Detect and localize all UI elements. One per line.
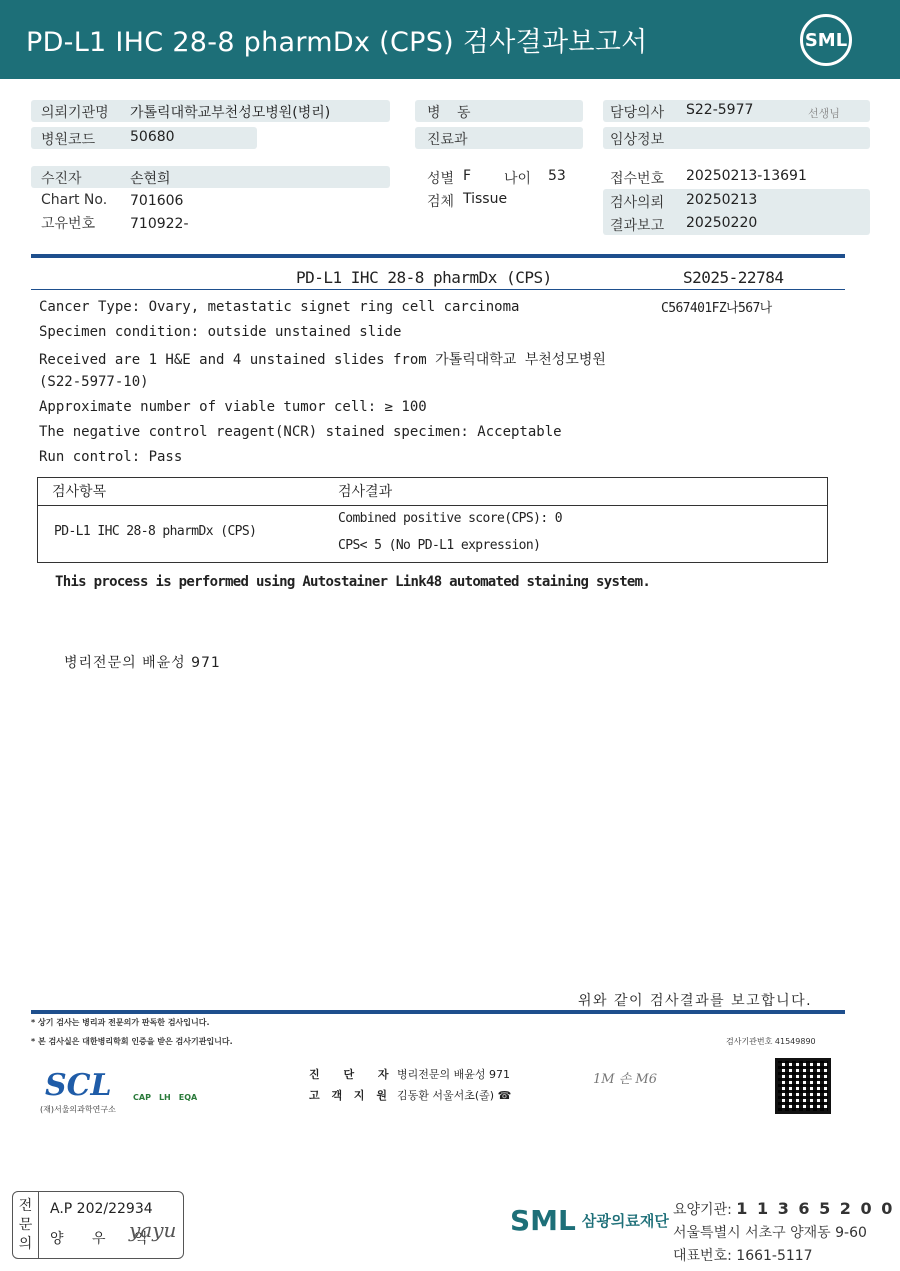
id-label: 고유번호 (41, 216, 96, 232)
pathologist-line: 병리전문의 배윤성 971 (64, 655, 221, 671)
report-line-run-control: Run control: Pass (39, 449, 183, 465)
stamp-side-label (13, 1192, 39, 1258)
receipt-label: 접수번호 (610, 171, 665, 187)
report-code: C567401FZ나567나 (661, 301, 772, 316)
result-table-header-item: 검사항목 (52, 484, 107, 500)
receipt-value: 20250213-13691 (686, 168, 807, 184)
result-table-item: PD-L1 IHC 28-8 pharmDx (CPS) (54, 524, 257, 539)
clinical-label: 임상정보 (610, 132, 665, 148)
staff-customer-value: 김동환 서울서초(졸) ☎ (397, 1089, 512, 1102)
sex-value: F (463, 168, 472, 184)
stamp-side-char-1: 전 (18, 1197, 33, 1214)
closing-statement: 위와 같이 검사결과를 보고합니다. (578, 993, 813, 1009)
chart-label: Chart No. (41, 192, 108, 208)
sml-footer-mark: SML (510, 1204, 576, 1237)
staff-customer (309, 1087, 511, 1103)
report-line-received: Received are 1 H&E and 4 unstained slides from 가톨릭대학교 부천성모병원 (39, 352, 606, 368)
qr-code-icon (775, 1058, 831, 1114)
stamp-side-char-2: 문 (18, 1216, 33, 1233)
process-statement: This process is performed using Autostainer Link48 automated staining system. (55, 574, 651, 590)
cap-logo: CAP (133, 1093, 151, 1102)
report-date-value: 20250220 (686, 215, 758, 231)
stamp-ap-number: A.P 202/22934 (50, 1201, 153, 1217)
ward-label: 병 동 (427, 105, 477, 121)
doctor-value: S22-5977 (686, 102, 754, 118)
specimen-value: Tissue (463, 191, 508, 207)
patient-value: 손현희 (130, 171, 171, 187)
report-top-rule (31, 254, 845, 258)
institution-value: 가톨릭대학교부천성모병원(병리) (130, 105, 331, 121)
hospital-code-label: 병원코드 (41, 132, 96, 148)
report-line-slide-id: (S22-5977-10) (39, 374, 149, 390)
result-table-header-result: 검사결과 (338, 484, 393, 500)
eqa-logo: EQA (178, 1093, 198, 1102)
phone-label: 대표번호: (673, 1248, 732, 1264)
result-table (37, 477, 828, 563)
report-line-tumor-cell: Approximate number of viable tumor cell: ≥ 100 (39, 399, 427, 415)
staff-diagnosis-value: 병리전문의 배윤성 971 (397, 1068, 510, 1081)
report-line-specimen-condition: Specimen condition: outside unstained slide (39, 324, 402, 340)
page-title: PD-L1 IHC 28-8 pharmDx (CPS) 검사결과보고서 (26, 27, 648, 58)
staff-diagnosis-label: 진 단 자 (309, 1068, 399, 1081)
result-table-divider (38, 505, 827, 506)
report-title: PD-L1 IHC 28-8 pharmDx (CPS) (296, 268, 552, 287)
address: 서울특별시 서초구 양재동 9-60 (673, 1225, 867, 1241)
footer-note-2: * 본 검사실은 대한병리학회 인증을 받은 검사기관입니다. (31, 1037, 233, 1046)
request-label: 검사의뢰 (610, 195, 665, 211)
stamp-name: 양 우 익 (50, 1231, 160, 1247)
accreditation-logos (133, 1093, 197, 1102)
institution-label: 의뢰기관명 (41, 105, 109, 121)
specimen-label: 검체 (427, 194, 455, 210)
patient-box (31, 166, 390, 188)
id-value: 710922- (130, 216, 189, 232)
patient-label: 수진자 (41, 171, 82, 187)
chart-value: 701606 (130, 193, 184, 209)
report-line-cancer-type: Cancer Type: Ovary, metastatic signet ring cell carcinoma (39, 299, 520, 315)
hospital-code-value: 50680 (130, 129, 175, 145)
footer-rule (31, 1010, 845, 1014)
department-label: 진료과 (427, 132, 468, 148)
request-value: 20250213 (686, 192, 758, 208)
footer-note-1: * 상기 검사는 병리과 전문의가 판독한 검사입니다. (31, 1018, 210, 1027)
report-date-label: 결과보고 (610, 218, 665, 234)
doctor-label: 담당의사 (610, 105, 665, 121)
scl-name: (재)서울의과학연구소 (40, 1105, 116, 1114)
stamp-side-char-3: 의 (18, 1235, 33, 1252)
institution-number: 1 1 3 6 5 2 0 0 (736, 1199, 895, 1218)
age-value: 53 (548, 168, 566, 184)
staff-customer-label: 고 객 지 원 (309, 1089, 391, 1102)
age-label: 나이 (504, 171, 532, 187)
phone-number: 1661-5117 (736, 1248, 813, 1264)
staff-diagnosis (309, 1066, 510, 1082)
doctor-suffix: 선생님 (808, 107, 840, 120)
scl-logo: SCL (45, 1068, 112, 1103)
stamp-signature: yayu (129, 1218, 177, 1242)
report-title-rule (31, 289, 845, 290)
page-header (0, 0, 900, 79)
sml-logo: SML (800, 14, 852, 66)
institution-number-line (673, 1199, 894, 1219)
institution-number-label: 요양기관: (673, 1202, 732, 1218)
sex-label: 성별 (427, 171, 455, 187)
specialist-stamp (12, 1191, 184, 1259)
result-cps-score: Combined positive score(CPS): 0 (338, 511, 563, 526)
sml-footer-logo (510, 1204, 669, 1237)
report-line-ncr: The negative control reagent(NCR) stained specimen: Acceptable (39, 424, 562, 440)
sml-footer-name: 삼광의료재단 (581, 1212, 669, 1230)
result-cps-interpretation: CPS< 5 (No PD-L1 expression) (338, 538, 541, 553)
diagnosis-signature: 1M 손 M6 (593, 1072, 657, 1087)
phone-line (673, 1245, 813, 1265)
lh-logo: LH (158, 1093, 171, 1102)
report-number: S2025-22784 (683, 268, 784, 287)
cert-number: 검사기관번호 41549890 (726, 1037, 816, 1046)
